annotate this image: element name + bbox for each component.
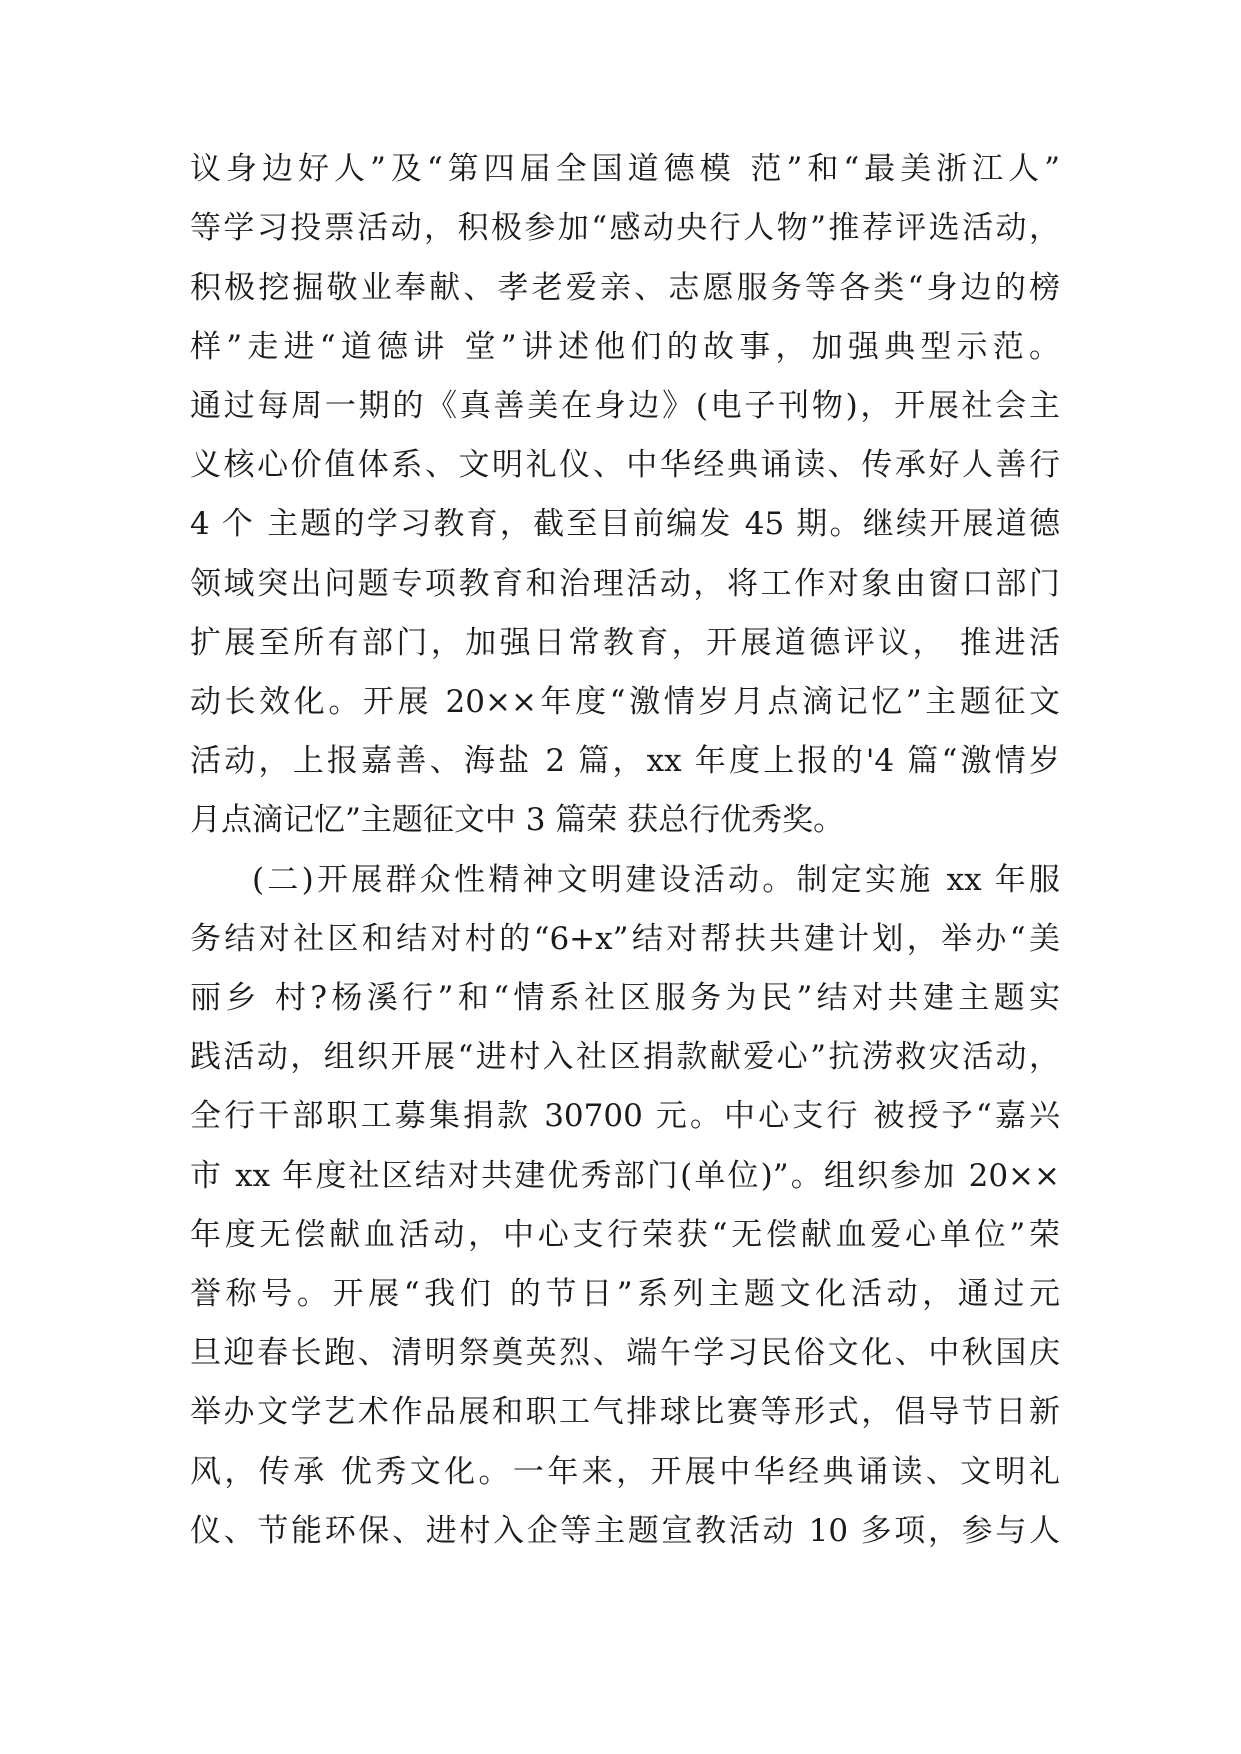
text-line: 年度无偿献血活动，中心支行荣获“无偿献血爱心单位”荣 [190, 1217, 1060, 1253]
text-line: 市 xx 年度社区结对共建优秀部门(单位)”。组织参加 20×× [190, 1158, 1060, 1194]
text-line: 活动，上报嘉善、海盐 2 篇，xx 年度上报的'4 篇“激情岁 [190, 743, 1060, 779]
text-line: 扩展至所有部门，加强日常教育，开展道德评议， 推进活 [190, 625, 1060, 661]
text-line: 通过每周一期的《真善美在身边》(电子刊物)，开展社会主 [190, 388, 1060, 424]
text-line: 领域突出问题专项教育和治理活动，将工作对象由窗口部门 [190, 566, 1060, 602]
text-line: 旦迎春长跑、清明祭奠英烈、端午学习民俗文化、中秋国庆 [190, 1335, 1060, 1371]
text-line: 践活动，组织开展“进村入社区捐款献爱心”抗涝救灾活动， [190, 1039, 1060, 1075]
text-line: 4 个 主题的学习教育，截至目前编发 45 期。继续开展道德 [190, 506, 1060, 542]
text-line: 议身边好人”及“第四届全国道德模 范”和“最美浙江人” [190, 151, 1060, 187]
text-line: 务结对社区和结对村的“6+x”结对帮扶共建计划，举办“美 [190, 921, 1060, 957]
text-line: 等学习投票活动，积极参加“感动央行人物”推荐评选活动， [190, 210, 1060, 246]
text-line: 风，传承 优秀文化。一年来，开展中华经典诵读、文明礼 [190, 1454, 1060, 1490]
text-line: 誉称号。开展“我们 的节日”系列主题文化活动，通过元 [190, 1276, 1060, 1312]
text-line: 义核心价值体系、文明礼仪、中华经典诵读、传承好人善行 [190, 447, 1060, 483]
text-line: 丽乡 村?杨溪行”和“情系社区服务为民”结对共建主题实 [190, 980, 1060, 1016]
section-heading-line: (二)开展群众性精神文明建设活动。制定实施 xx 年服 [252, 862, 1060, 898]
text-line: 样”走进“道德讲 堂”讲述他们的故事，加强典型示范。 [190, 329, 1060, 365]
text-line: 举办文学艺术作品展和职工气排球比赛等形式，倡导节日新 [190, 1394, 1060, 1430]
text-line: 积极挖掘敬业奉献、孝老爱亲、志愿服务等各类“身边的榜 [190, 270, 1060, 306]
text-line: 月点滴记忆”主题征文中 3 篇荣 获总行优秀奖。 [190, 802, 845, 838]
text-line: 全行干部职工募集捐款 30700 元。中心支行 被授予“嘉兴 [190, 1098, 1060, 1134]
text-line: 动长效化。开展 20××年度“激情岁月点滴记忆”主题征文 [190, 684, 1060, 720]
text-line: 仪、节能环保、进村入企等主题宣教活动 10 多项，参与人 [190, 1513, 1060, 1549]
